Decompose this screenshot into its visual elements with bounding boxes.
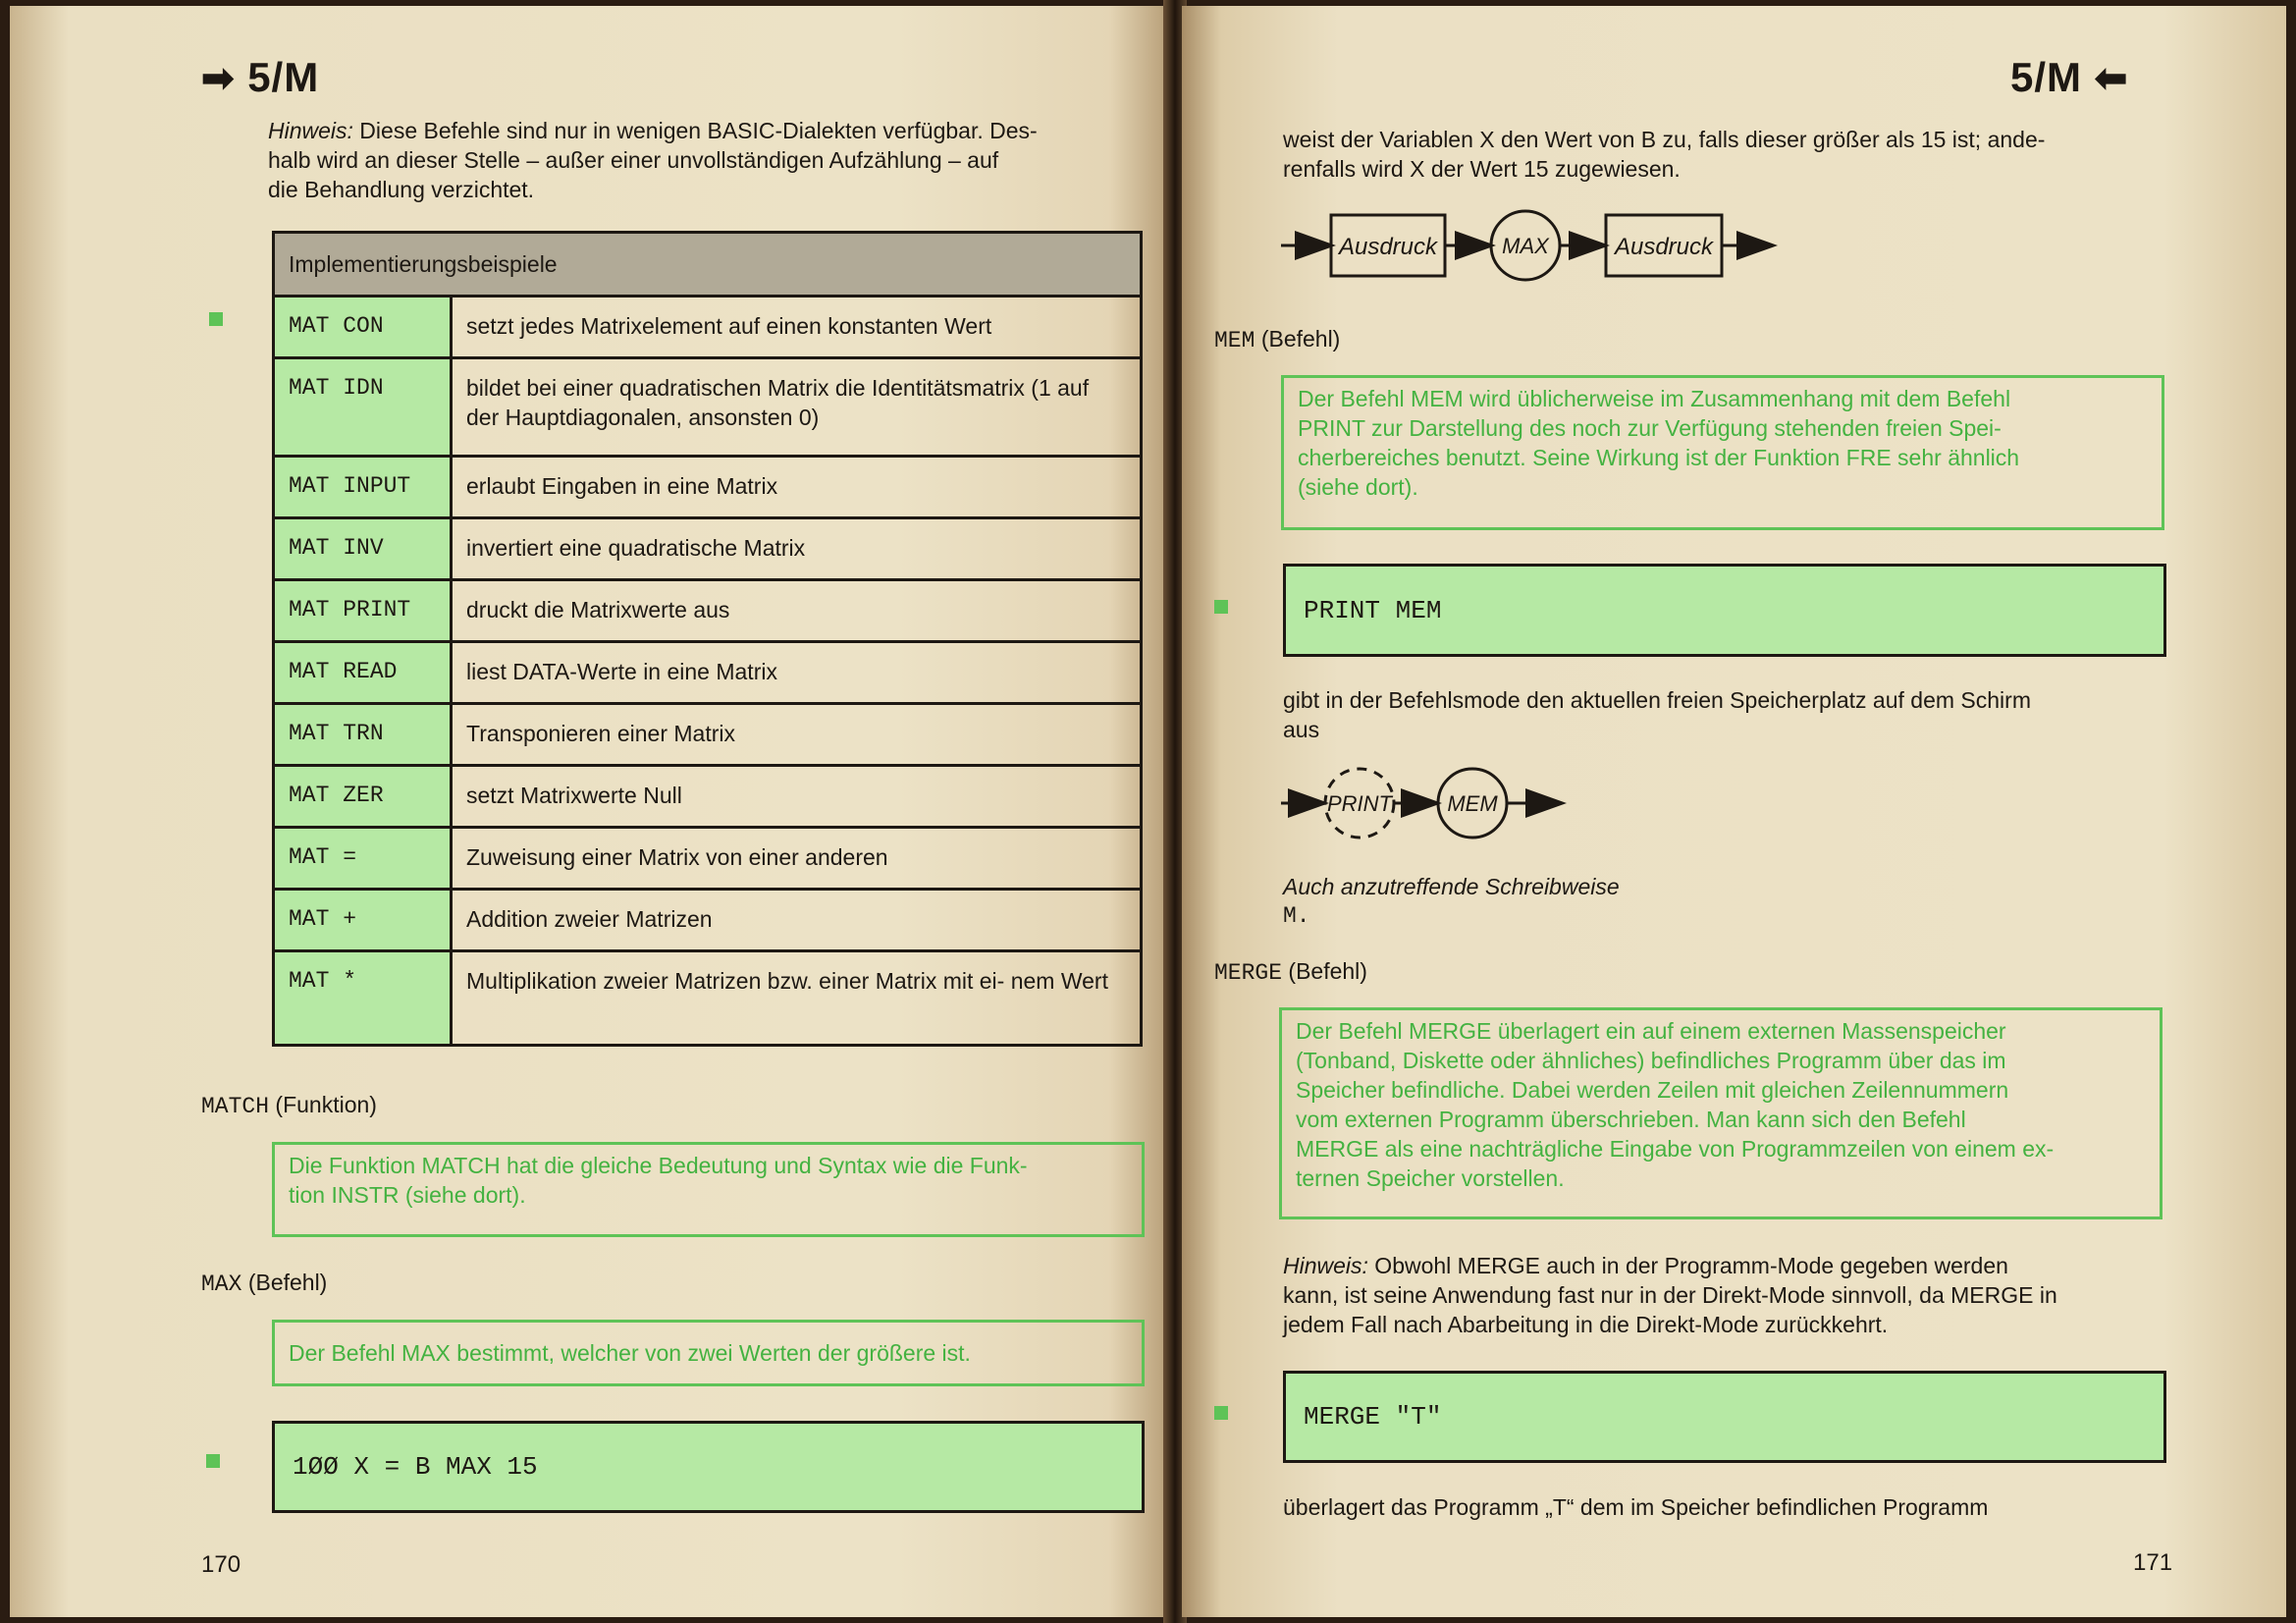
table-row <box>274 642 1142 704</box>
mem-explanation-line-2: aus <box>1283 717 1320 742</box>
table-description: bildet bei einer quadratischen Matrix die Identitätsmatrix (1 auf der Hauptdiagonalen, ansonsten 0) <box>452 358 1142 457</box>
table-keyword: MAT * <box>274 951 452 1046</box>
bullet-marker <box>209 312 223 326</box>
diagram-print-label: PRINT <box>1327 791 1392 816</box>
table-keyword: MAT INV <box>274 518 452 580</box>
right-header-text: 5/M <box>2010 54 2083 100</box>
mem-code-text: PRINT MEM <box>1304 595 1442 625</box>
max-heading <box>201 1268 327 1299</box>
table-description: Zuweisung einer Matrix von einer anderen <box>452 828 1142 890</box>
right-hinweis-line-2: kann, ist seine Anwendung fast nur in der Direkt-Mode sinnvoll, da MERGE in <box>1283 1282 2057 1308</box>
table-keyword: MAT CON <box>274 297 452 358</box>
table-header: Implementierungsbeispiele <box>274 233 1142 297</box>
implementation-table <box>272 231 1143 1047</box>
table-row <box>274 457 1142 518</box>
max-description-box <box>272 1320 1145 1386</box>
table-keyword: MAT ZER <box>274 766 452 828</box>
table-description: Multiplikation zweier Matrizen bzw. einer Matrix mit ei- nem Wert <box>452 951 1142 1046</box>
left-hinweis-text-1: Diese Befehle sind nur in wenigen BASIC-Dialekten verfügbar. Des- <box>352 118 1038 143</box>
merge-code-example <box>1283 1371 2166 1463</box>
alternate-spelling <box>1283 872 1620 931</box>
merge-kind: (Befehl) <box>1288 958 1367 984</box>
table-description: setzt Matrixwerte Null <box>452 766 1142 828</box>
right-intro-line-1: weist der Variablen X den Wert von B zu, falls dieser größer als 15 ist; ande- <box>1283 127 2046 152</box>
right-page-number: 171 <box>2133 1549 2173 1576</box>
table-row <box>274 951 1142 1046</box>
mem-box-line-1: Der Befehl MEM wird üblicherweise im Zusammenhang mit dem Befehl <box>1298 386 2011 411</box>
max-box-text: Der Befehl MAX bestimmt, welcher von zwei Werten der größere ist. <box>289 1340 971 1366</box>
table-description: druckt die Matrixwerte aus <box>452 580 1142 642</box>
max-kind: (Befehl) <box>247 1270 328 1295</box>
match-keyword: MATCH <box>201 1094 270 1119</box>
merge-code-text: MERGE "T" <box>1304 1402 1442 1432</box>
merge-box-line-2: (Tonband, Diskette oder ähnliches) befindliches Programm über das im <box>1296 1048 2006 1073</box>
left-header-text: 5/M <box>247 54 320 100</box>
bullet-marker <box>206 1454 220 1468</box>
alternate-spelling-label: Auch anzutreffende Schreibweise <box>1283 874 1620 899</box>
table-row <box>274 828 1142 890</box>
mem-description-box <box>1281 375 2164 530</box>
left-hinweis-label: Hinweis: <box>268 118 353 143</box>
table-row <box>274 766 1142 828</box>
mem-keyword: MEM <box>1214 328 1255 353</box>
max-code-text: 1ØØ X = B MAX 15 <box>293 1452 538 1482</box>
left-hinweis-line-1 <box>268 116 1142 145</box>
max-code-example <box>272 1421 1145 1513</box>
mem-kind: (Befehl) <box>1260 326 1341 352</box>
left-page-header <box>201 54 319 101</box>
table-description: liest DATA-Werte in eine Matrix <box>452 642 1142 704</box>
mem-syntax-diagram <box>1276 764 1571 842</box>
table-description: Addition zweier Matrizen <box>452 890 1142 951</box>
match-box-line-1: Die Funktion MATCH hat die gleiche Bedeutung und Syntax wie die Funk- <box>289 1153 1028 1178</box>
table-row <box>274 580 1142 642</box>
diagram-box-2-label: Ausdruck <box>1614 234 1714 260</box>
table-row <box>274 518 1142 580</box>
match-heading <box>201 1090 377 1121</box>
left-arrow-icon: ⬅ <box>2094 57 2129 100</box>
merge-heading <box>1214 956 1367 988</box>
right-hinweis-line-1 <box>1283 1251 2166 1280</box>
merge-box-line-1: Der Befehl MERGE überlagert ein auf einem externen Massenspeicher <box>1296 1018 2006 1044</box>
left-hinweis <box>268 116 1142 204</box>
bullet-marker <box>1214 600 1228 614</box>
match-kind: (Funktion) <box>275 1092 377 1117</box>
left-page-number: 170 <box>201 1551 241 1578</box>
table-description: erlaubt Eingaben in eine Matrix <box>452 457 1142 518</box>
right-arrow-icon: ➡ <box>201 57 236 100</box>
mem-code-example <box>1283 564 2166 657</box>
mem-explanation <box>1283 685 2166 744</box>
table-description: Transponieren einer Matrix <box>452 704 1142 766</box>
left-hinweis-line-2: halb wird an dieser Stelle – außer einer unvollständigen Aufzählung – auf <box>268 147 999 173</box>
merge-box-line-3: Speicher befindliche. Dabei werden Zeilen mit gleichen Zeilennummern <box>1296 1077 2009 1103</box>
table-keyword: MAT INPUT <box>274 457 452 518</box>
table-row <box>274 358 1142 457</box>
table-row <box>274 297 1142 358</box>
table-row <box>274 890 1142 951</box>
left-hinweis-line-3: die Behandlung verzichtet. <box>268 177 535 202</box>
merge-explanation: überlagert das Programm „T“ dem im Speicher befindlichen Programm <box>1283 1494 1989 1520</box>
right-hinweis-line-3: jedem Fall nach Abarbeitung in die Direkt-Mode zurückkehrt. <box>1283 1312 1889 1337</box>
right-intro-line-2: renfalls wird X der Wert 15 zugewiesen. <box>1283 156 1681 182</box>
right-hinweis <box>1283 1251 2166 1339</box>
table-description: setzt jedes Matrixelement auf einen konstanten Wert <box>452 297 1142 358</box>
table-keyword: MAT = <box>274 828 452 890</box>
mem-box-line-2: PRINT zur Darstellung des noch zur Verfügung stehenden freien Spei- <box>1298 415 2002 441</box>
match-description-box <box>272 1142 1145 1237</box>
merge-keyword: MERGE <box>1214 960 1283 986</box>
merge-box-line-5: MERGE als eine nachträgliche Eingabe von Programmzeilen von einem ex- <box>1296 1136 2055 1162</box>
table-keyword: MAT IDN <box>274 358 452 457</box>
alternate-spelling-value: M. <box>1283 903 1310 929</box>
diagram-box-1-label: Ausdruck <box>1338 234 1438 260</box>
table-keyword: MAT + <box>274 890 452 951</box>
right-hinweis-label: Hinweis: <box>1283 1253 1368 1278</box>
right-hinweis-text-1: Obwohl MERGE auch in der Programm-Mode gegeben werden <box>1367 1253 2008 1278</box>
match-box-line-2: tion INSTR (siehe dort). <box>289 1182 526 1208</box>
table-keyword: MAT READ <box>274 642 452 704</box>
mem-box-line-3: cherbereiches benutzt. Seine Wirkung ist der Funktion FRE sehr ähnlich <box>1298 445 2020 470</box>
mem-heading <box>1214 324 1340 355</box>
table-header-row <box>274 233 1142 297</box>
right-page-header <box>2010 54 2128 101</box>
diagram-mem-label: MEM <box>1447 791 1498 816</box>
max-keyword: MAX <box>201 1271 242 1297</box>
bullet-marker <box>1214 1406 1228 1420</box>
mem-explanation-line-1: gibt in der Befehlsmode den aktuellen freien Speicherplatz auf dem Schirm <box>1283 687 2031 713</box>
table-keyword: MAT PRINT <box>274 580 452 642</box>
right-intro <box>1283 125 2166 184</box>
merge-description-box <box>1279 1007 2163 1219</box>
mem-box-line-4: (siehe dort). <box>1298 474 1418 500</box>
max-syntax-diagram <box>1276 206 1787 285</box>
table-description: invertiert eine quadratische Matrix <box>452 518 1142 580</box>
merge-box-line-4: vom externen Programm überschrieben. Man kann sich den Befehl <box>1296 1107 1966 1132</box>
diagram-circle-label: MAX <box>1502 234 1549 258</box>
table-keyword: MAT TRN <box>274 704 452 766</box>
table-row <box>274 704 1142 766</box>
merge-box-line-6: ternen Speicher vorstellen. <box>1296 1165 1565 1191</box>
